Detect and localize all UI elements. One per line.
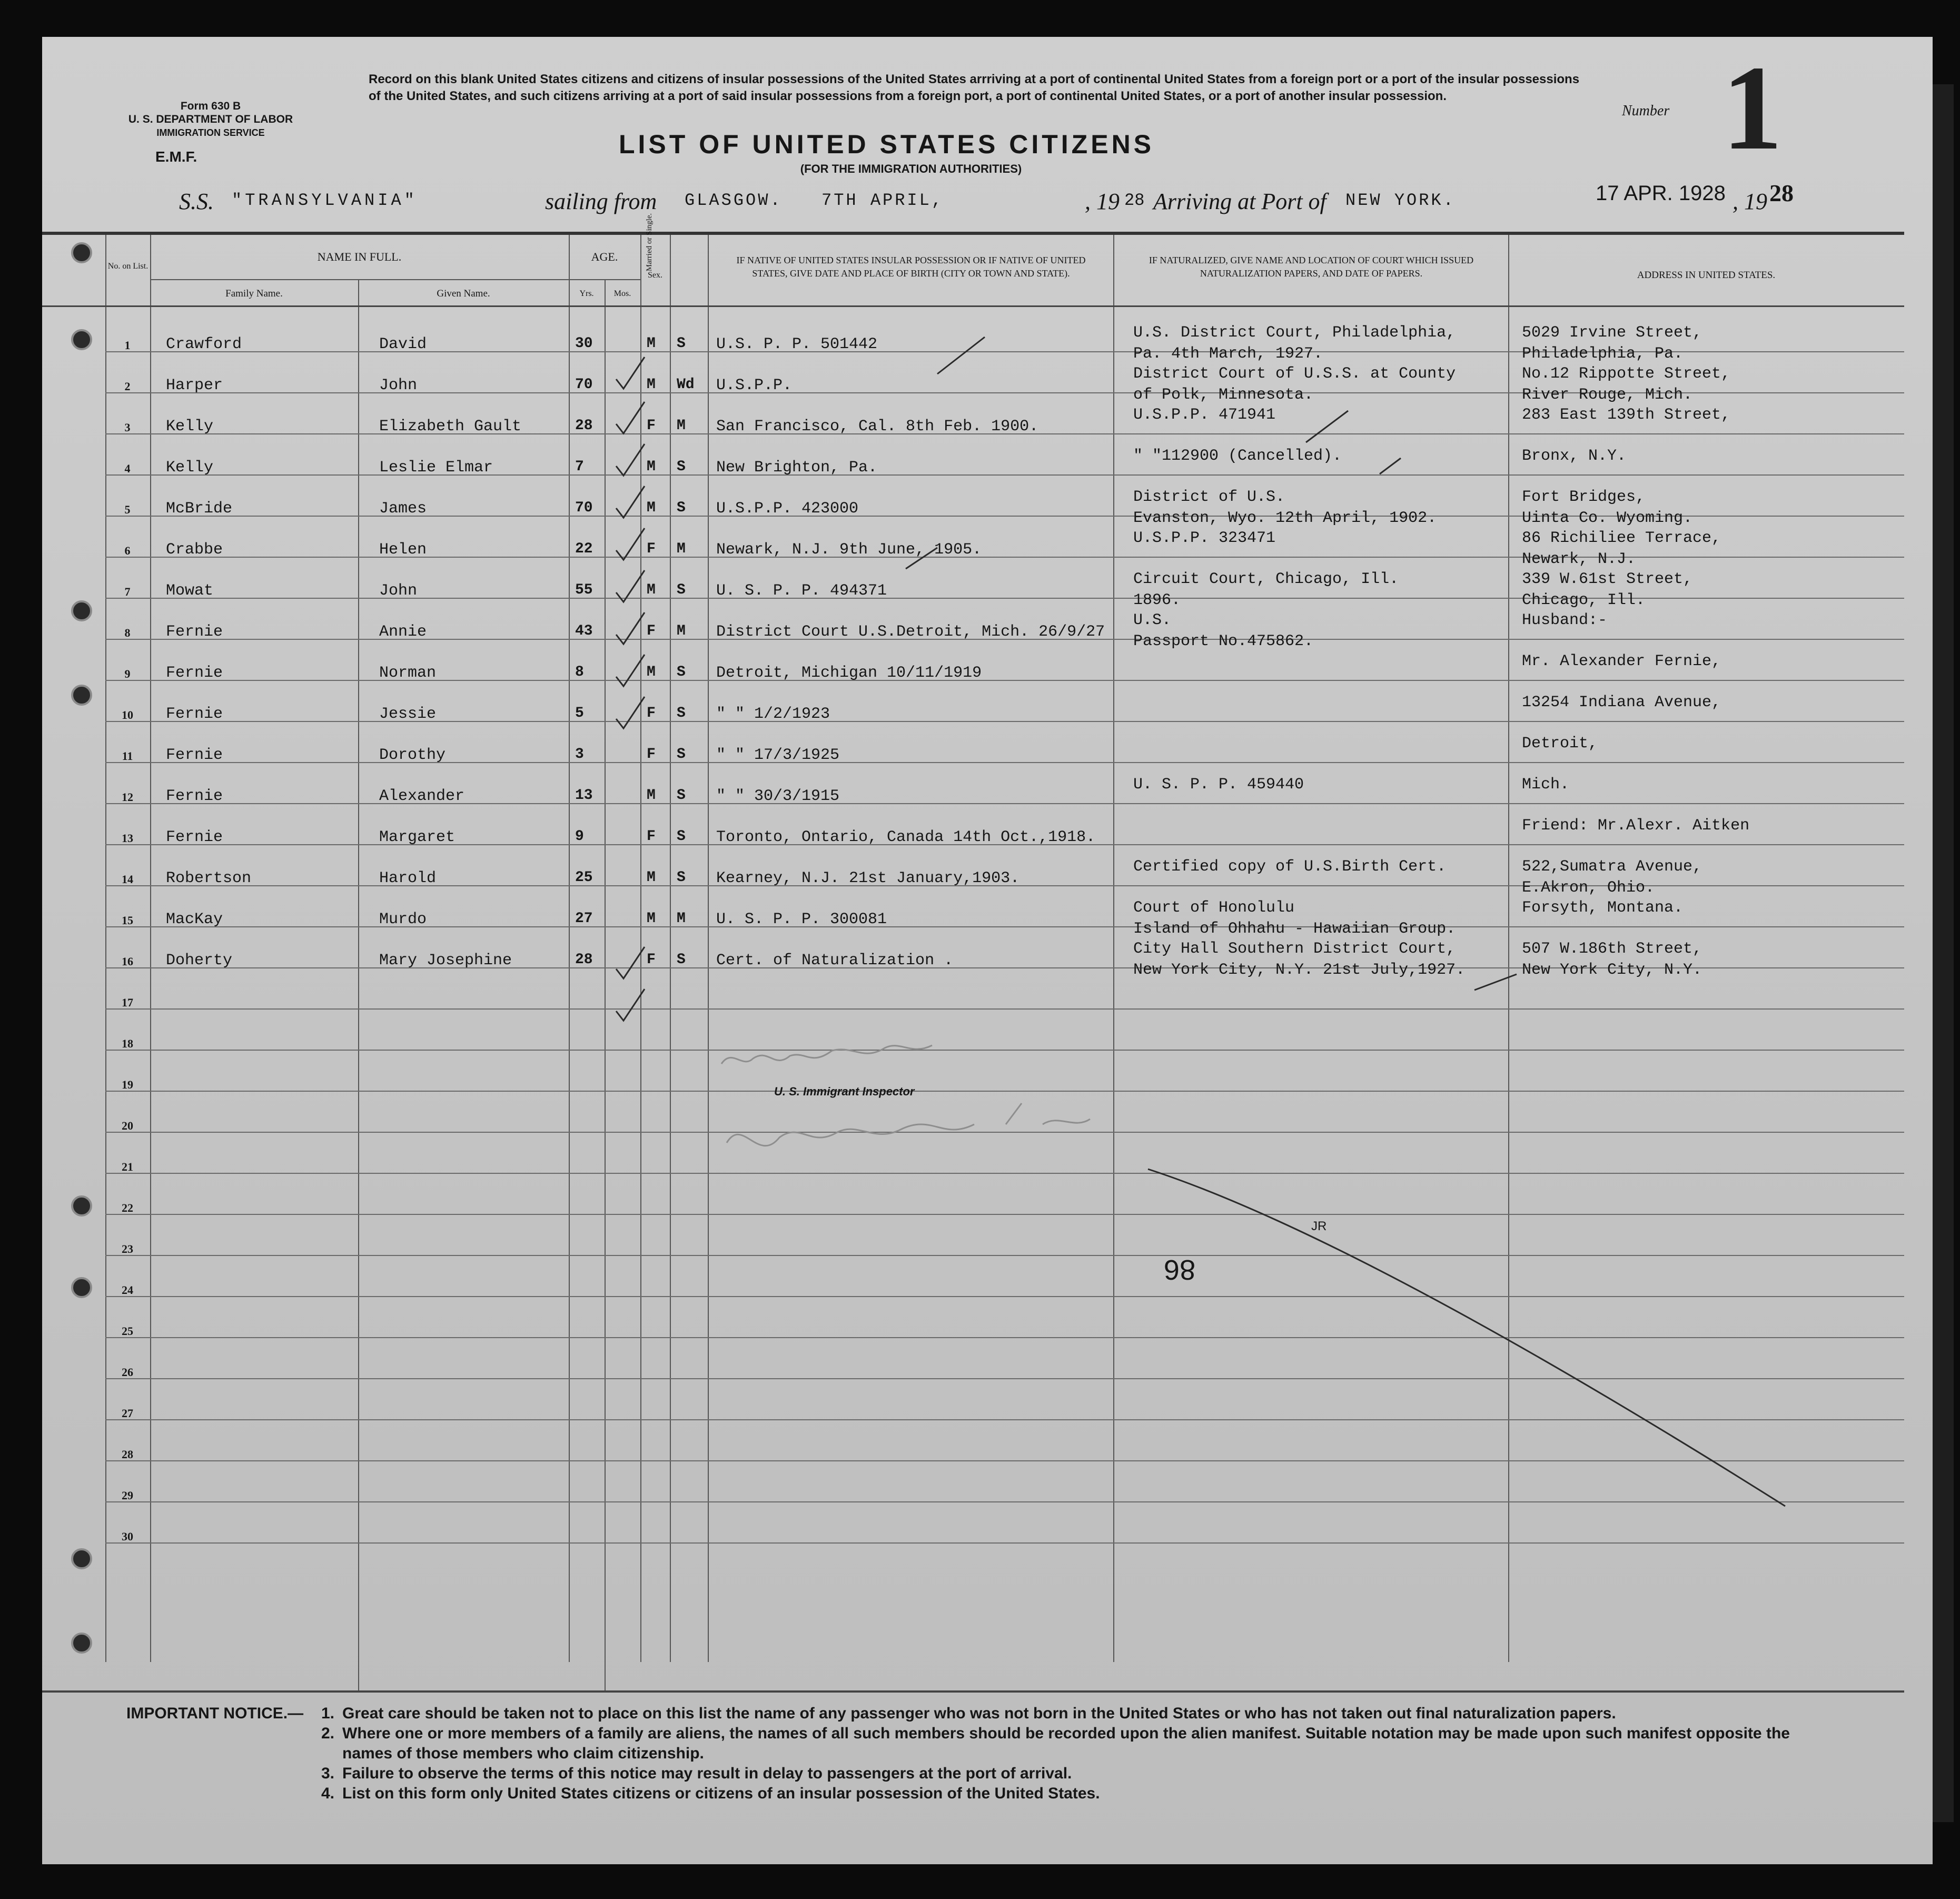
naturalization-cell: U.S.P.P. 323471 [1133,529,1276,547]
family-name-cell: Kelly [166,459,214,477]
naturalization-cell: Circuit Court, Chicago, Ill. [1133,570,1399,588]
row-number: 2 [124,380,131,393]
family-name-cell: Harper [166,377,223,394]
row-number: 9 [124,667,131,680]
tick-stroke [906,548,937,569]
row-number: 13 [122,832,133,845]
birth-info-cell: U.S.P.P. [716,377,793,394]
age-years-cell: 3 [575,746,584,763]
age-years-cell: 43 [575,623,593,639]
age-years-cell: 28 [575,952,593,968]
tick-stroke [1306,411,1348,442]
marital-status-cell: S [677,705,686,721]
row-number: 26 [122,1366,133,1379]
notice-item: 1. Great care should be taken not to place on this list the name of any passenger who was not born in the United States or who has not taken out final naturalization papers. [321,1705,1616,1722]
address-cell: Mr. Alexander Fernie, [1522,652,1721,670]
naturalization-cell: U.S.P.P. 471941 [1133,406,1276,424]
page-subtitle: (FOR THE IMMIGRATION AUTHORITIES) [800,162,1022,175]
row-number: 28 [122,1448,133,1461]
naturalization-cell: Passport No.475862. [1133,632,1314,650]
age-years-cell: 70 [575,500,593,516]
col-sex: Sex. [648,271,662,280]
intro-text: Record on this blank United States citizens and citizens of insular possessions of the United States arrriving at a port of continental United States from a foreign port or a port of the insular possessions of the United States, and such citizens arriving at a port of said insular possessions from a foreign port, a port of continental United States, or a port of another insular possession. [369,72,1580,103]
stamp-86: 86 [1164,1254,1196,1285]
row-number: 27 [122,1407,133,1420]
service-label: IMMIGRATION SERVICE [156,127,265,138]
given-name-cell: Jessie [379,705,437,723]
given-name-cell: Norman [379,664,437,682]
marital-status-cell: S [677,787,686,804]
punch-hole [71,329,92,350]
address-cell: Husband:- [1522,611,1608,629]
family-name-cell: Crawford [166,335,242,353]
naturalization-cell: U.S. District Court, Philadelphia, [1133,324,1456,342]
row-number: 6 [124,544,131,557]
ss-label: S.S. [179,189,214,214]
address-cell: Friend: Mr.Alexr. Aitken [1522,817,1750,835]
sex-cell: M [647,664,656,680]
given-name-cell: Elizabeth Gault [379,418,522,436]
row-number: 10 [122,708,133,721]
notice-label: IMPORTANT NOTICE.— [126,1705,304,1722]
age-years-cell: 22 [575,541,593,557]
given-name-cell: Dorothy [379,746,446,764]
sex-cell: M [647,335,656,352]
marital-status-cell: S [677,335,686,352]
year-prefix: , 19 [1085,189,1120,214]
naturalization-cell: City Hall Southern District Court, [1133,940,1456,958]
row-number: 23 [122,1242,133,1255]
row-number: 7 [124,585,131,598]
birth-info-cell: U. S. P. P. 494371 [716,582,887,600]
marital-status-cell: S [677,664,686,680]
given-name-cell: James [379,500,427,518]
marital-status-cell: S [677,869,686,886]
naturalization-cell: District Court of U.S.S. at County [1133,365,1456,383]
naturalization-cell: New York City, N.Y. 21st July,1927. [1133,961,1466,979]
birth-info-cell: U.S.P.P. 423000 [716,500,859,518]
birth-info-cell: Cert. of Naturalization . [716,952,954,970]
naturalization-cell: U.S. [1133,611,1172,629]
address-cell: Chicago, Ill. [1522,591,1646,609]
sex-cell: F [647,418,656,434]
marital-status-cell: S [677,828,686,845]
age-years-cell: 28 [575,418,593,434]
address-cell: River Rouge, Mich. [1522,386,1693,404]
naturalization-cell: of Polk, Minnesota. [1133,386,1314,404]
col-name-in-full: NAME IN FULL. [317,250,402,263]
form-number: Form 630 B [180,100,241,112]
port-from: GLASGOW. [685,191,783,210]
check-mark [616,697,645,728]
col-mos: Mos. [613,289,631,298]
address-cell: 13254 Indiana Avenue, [1522,694,1721,711]
row-number: 22 [122,1201,133,1214]
sex-cell: F [647,541,656,557]
year-suffix: 28 [1124,191,1145,210]
row-number: 19 [122,1078,133,1091]
birth-info-cell: " " 30/3/1915 [716,787,840,805]
sex-cell: M [647,459,656,475]
address-cell: E.Akron, Ohio. [1522,879,1655,897]
arrival-year-prefix: , 19 [1733,189,1767,214]
sex-cell: F [647,705,656,721]
notice-item: 3. Failure to observe the terms of this notice may result in delay to passengers at the port of arrival. [321,1765,1072,1782]
given-name-cell: Leslie Elmar [379,459,493,477]
given-name-cell: Margaret [379,828,456,846]
check-mark [616,444,645,476]
address-cell: New York City, N.Y. [1522,961,1702,979]
sex-cell: F [647,828,656,845]
tick-stroke [937,337,985,374]
check-mark [616,402,645,433]
notice-list [321,1704,1801,1804]
given-name-cell: David [379,335,427,353]
address-cell: Forsyth, Montana. [1522,899,1684,917]
birth-info-cell: New Brighton, Pa. [716,459,878,477]
sex-cell: M [647,500,656,516]
family-name-cell: Fernie [166,623,223,641]
birth-info-cell: " " 1/2/1923 [716,705,830,723]
punch-hole [71,242,92,263]
row-number: 18 [122,1037,133,1050]
address-cell: 283 East 139th Street, [1522,406,1731,424]
given-name-cell: Mary Josephine [379,952,512,970]
arrival-year-suffix: 28 [1769,180,1794,206]
ink-marks [42,37,1933,1864]
punch-hole [71,1633,92,1654]
sail-date: 7TH APRIL, [821,191,944,210]
document-sheet [42,37,1933,1864]
check-mark [616,989,645,1021]
family-name-cell: McBride [166,500,233,518]
row-number: 30 [122,1530,133,1543]
check-mark [616,655,645,686]
sex-cell: F [647,623,656,639]
initials: E.M.F. [155,149,197,165]
col-address: ADDRESS IN UNITED STATES. [1637,270,1776,281]
given-name-cell: John [379,377,418,394]
birth-info-cell: Detroit, Michigan 10/11/1919 [716,664,982,682]
birth-info-cell: Toronto, Ontario, Canada 14th Oct.,1918. [716,828,1096,846]
punch-hole [71,1548,92,1569]
row-number: 14 [122,873,133,886]
address-cell: Fort Bridges, [1522,488,1646,506]
naturalization-cell: Island of Ohhahu - Hawaiian Group. [1133,920,1456,938]
col-married-single: Married or Single. [645,213,654,272]
naturalization-cell: " "112900 (Cancelled). [1133,447,1342,465]
punch-hole [71,1195,92,1216]
family-name-cell: Doherty [166,952,233,970]
birth-info-cell: Kearney, N.J. 21st January,1903. [716,869,1020,887]
marital-status-cell: S [677,746,686,763]
naturalization-cell: Evanston, Wyo. 12th April, 1902. [1133,509,1437,527]
check-mark [616,947,645,978]
punch-hole [71,600,92,621]
page-edge [1933,84,1954,1822]
sailing-label: sailing from [545,189,657,214]
naturalization-cell: U. S. P. P. 459440 [1133,776,1304,794]
tick-stroke [1474,974,1517,990]
family-name-cell: Robertson [166,869,252,887]
stamp-jr: JR [1311,1219,1327,1233]
inspector-signature [721,1045,932,1064]
address-cell: Detroit, [1522,735,1598,753]
row-number: 1 [124,339,131,352]
marital-status-cell: M [677,623,686,639]
birth-info-cell: Newark, N.J. 9th June, 1905. [716,541,982,559]
given-name-cell: Alexander [379,787,465,805]
sex-cell: F [647,952,656,968]
age-years-cell: 7 [575,459,584,475]
age-years-cell: 5 [575,705,584,721]
inspector-label: U. S. Immigrant Inspector [774,1085,915,1098]
address-cell: Bronx, N.Y. [1522,447,1627,465]
notice-item: 2. Where one or more members of a family are aliens, the names of all such members should be recorded upon the alien manifest. Suitable notation may be made upon such manifest opposite the names of those members who claim citizenship. [321,1725,1790,1762]
punch-hole [71,685,92,706]
marital-status-cell: S [677,500,686,516]
given-name-cell: Helen [379,541,427,559]
department-label: U. S. DEPARTMENT OF LABOR [128,113,293,125]
naturalization-cell: Court of Honolulu [1133,899,1295,917]
check-mark [616,612,645,644]
row-number: 3 [124,421,131,434]
marital-status-cell: Wd [677,377,695,393]
marital-status-cell: S [677,952,686,968]
row-number: 8 [124,626,131,639]
page-title: LIST OF UNITED STATES CITIZENS [619,130,1155,159]
age-years-cell: 30 [575,335,593,352]
col-age: AGE. [591,250,618,263]
row-number: 21 [122,1160,133,1173]
ship-name: "TRANSYLVANIA" [232,191,418,210]
birth-info-cell: District Court U.S.Detroit, Mich. 26/9/27 [716,623,1105,641]
row-number: 11 [122,749,133,763]
birth-info-cell: " " 17/3/1925 [716,746,840,764]
row-number: 4 [124,462,131,475]
sex-cell: M [647,787,656,804]
col-family-name: Family Name. [225,288,283,299]
address-cell: Philadelphia, Pa. [1522,345,1684,363]
row-number: 25 [122,1324,133,1338]
naturalization-cell: District of U.S. [1133,488,1285,506]
address-cell: Uinta Co. Wyoming. [1522,509,1693,527]
row-number: 29 [122,1489,133,1502]
family-name-cell: MacKay [166,911,223,928]
family-name-cell: Kelly [166,418,214,436]
family-name-cell: Fernie [166,664,223,682]
family-name-cell: Mowat [166,582,214,600]
row-number: 17 [122,996,133,1009]
arrival-stamp: 17 APR. 1928 [1596,182,1726,205]
address-cell: Newark, N.J. [1522,550,1636,568]
birth-info-cell: San Francisco, Cal. 8th Feb. 1900. [716,418,1039,436]
family-name-cell: Crabbe [166,541,223,559]
address-cell: No.12 Rippotte Street, [1522,365,1731,383]
birth-info-cell: U. S. P. P. 300081 [716,911,887,928]
given-name-cell: John [379,582,418,600]
row-number: 16 [122,955,133,968]
marital-status-cell: M [677,418,686,434]
family-name-cell: Fernie [166,705,223,723]
marital-status-cell: M [677,911,686,927]
row-number: 15 [122,914,133,927]
col-birth: IF NATIVE OF UNITED STATES INSULAR POSSESSION OR IF NATIVE OF UNITED STATES, GIVE DATE AND PLACE OF BIRTH (CITY OR TOWN AND STATE). [736,255,1086,279]
age-years-cell: 70 [575,377,593,393]
col-naturalized: IF NATURALIZED, GIVE NAME AND LOCATION OF COURT WHICH ISSUED NATURALIZATION PAPERS, AND DATE OF PAPERS. [1149,255,1474,279]
list-number: 1 [1722,41,1783,175]
age-years-cell: 8 [575,664,584,680]
check-mark [616,528,645,560]
address-cell: 86 Richiliee Terrace, [1522,529,1721,547]
check-mark [616,357,645,389]
marital-status-cell: S [677,459,686,475]
row-number: 5 [124,503,131,516]
arriving-label: Arriving at Port of [1153,189,1327,214]
age-years-cell: 27 [575,911,593,927]
sex-cell: M [647,911,656,927]
number-label: Number [1622,103,1670,119]
age-years-cell: 25 [575,869,593,886]
row-number: 20 [122,1119,133,1132]
row-number: 12 [122,790,133,804]
given-name-cell: Harold [379,869,437,887]
col-yrs: Yrs. [579,289,594,298]
check-mark [616,486,645,518]
address-cell: 522,Sumatra Avenue, [1522,858,1702,876]
sex-cell: M [647,377,656,393]
sex-cell: M [647,582,656,598]
marital-status-cell: M [677,541,686,557]
family-name-cell: Fernie [166,787,223,805]
naturalization-cell: 1896. [1133,591,1181,609]
address-cell: 507 W.186th Street, [1522,940,1702,958]
port-to: NEW YORK. [1345,191,1456,210]
completed-annotation [727,1103,1090,1146]
address-cell: 339 W.61st Street, [1522,570,1693,588]
sex-cell: F [647,746,656,763]
diagonal-stroke [1148,1169,1785,1506]
punch-hole [71,1277,92,1298]
family-name-cell: Fernie [166,746,223,764]
col-given-name: Given Name. [437,288,490,299]
age-years-cell: 55 [575,582,593,598]
row-number: 24 [122,1283,133,1297]
address-cell: 5029 Irvine Street, [1522,324,1702,342]
given-name-cell: Annie [379,623,427,641]
marital-status-cell: S [677,582,686,598]
family-name-cell: Fernie [166,828,223,846]
naturalization-cell: Certified copy of U.S.Birth Cert. [1133,858,1447,876]
sex-cell: M [647,869,656,886]
col-no-on-list: No. on List. [107,262,149,271]
birth-info-cell: U.S. P. P. 501442 [716,335,878,353]
age-years-cell: 9 [575,828,584,845]
notice-item: 4. List on this form only United States citizens or citizens of an insular possession of the United States. [321,1785,1100,1802]
check-mark [616,570,645,602]
naturalization-cell: Pa. 4th March, 1927. [1133,345,1323,363]
age-years-cell: 13 [575,787,593,804]
address-cell: Mich. [1522,776,1570,794]
tick-stroke [1380,458,1401,474]
given-name-cell: Murdo [379,911,427,928]
